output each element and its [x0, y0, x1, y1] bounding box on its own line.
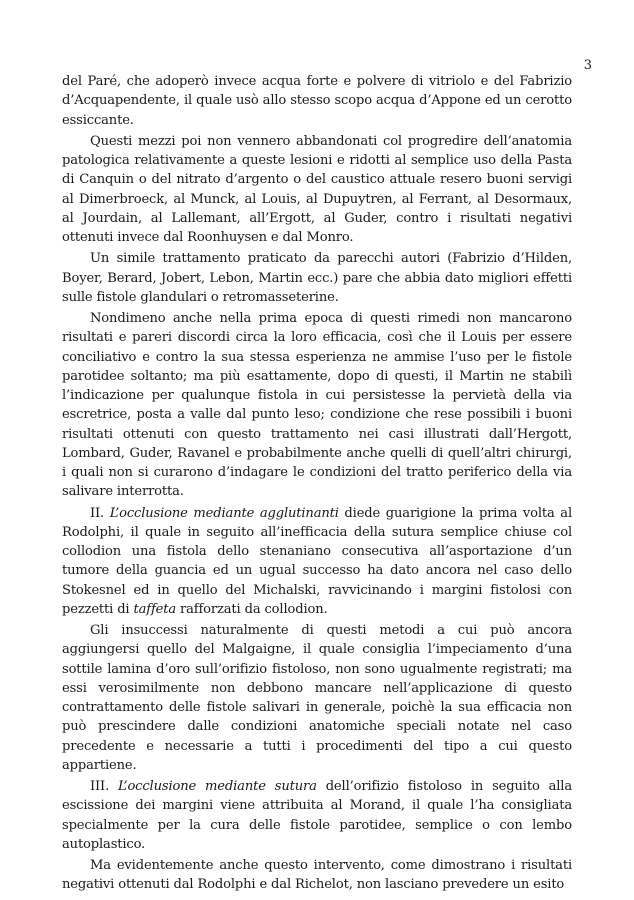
- paragraph: [62, 72, 572, 130]
- italic-text: L’occlusione mediante sutura: [118, 779, 317, 794]
- italic-text: L’occlusione mediante agglutinanti: [109, 505, 339, 521]
- text-run: del Paré, che adoperò invece acqua forte e polvere di vitriolo e del Fabrizio d’Acquapendente, il quale usò allo stesso scopo acqua d’Appone ed un cerotto essiccante.: [62, 74, 572, 128]
- paragraph: [62, 856, 572, 895]
- text-run: Nondimeno anche nella prima epoca di questi rimedi non mancarono risultati e pareri discordi circa la loro efficacia, così che il Louis per essere conciliativo e contro la sua stessa esperienza ne ammise l’uso per le fistole parotidee soltanto; ma più esattamente, dopo di questi, il Martin ne stabilì l’indicazione per qualunque fistola in cui persistesse la pervietà della via escretrice, posta a valle dal punto leso; condizione che rese possibili i buoni risultati ottenuti con questo trattamento nei casi illustrati dall’Hergott, Lombard, Guder, Ravanel e probabilmente anche quelli di quell’altri chirurgi, i quali non si curarono d’indagare le condizioni del tratto periferico della via salivare interrotta.: [62, 311, 572, 500]
- paragraph: [62, 249, 572, 307]
- text-run: diede guarigione la prima volta al Rodolphi, il quale in seguito all’inefficacia della sutura semplice chiuse col collodion una fistola dello stenaniano consecutiva all’asportazione d’un tumore della guancia ed un ugual successo ha dato ancora nel caso dello Stokesnel ed in quello del Michalski, ravvicinando i margini fistolosi con pezzetti di: [62, 505, 572, 617]
- text-run: Questi mezzi poi non vennero abbandonati col progredire dell’anatomia patologica relativamente a queste lesioni e ridotti al semplice uso della Pasta di Canquin o del nitrato d’argento o del caustico attuale resero buoni servigi al Dimerbroeck, al Munck, al Louis, al Dupuytren, al Ferrant, al Desormaux, al Jourdain, al Lallemant, all’Ergott, al Guder, contro i risultati negativi ottenuti invece dal Roonhuysen e dal Monro.: [62, 133, 572, 245]
- text-run: Un simile trattamento praticato da parecchi autori (Fabrizio d’Hilden, Boyer, Berard, Jobert, Lebon, Martin ecc.) pare che abbia dato migliori effetti sulle fistole glandulari o retromasseterine.: [62, 251, 572, 305]
- paragraph: [62, 777, 572, 854]
- paragraph: [62, 132, 572, 248]
- text-run: Ma evidentemente anche questo intervento, come dimostrano i risultati negativi ottenuti dal Rodolphi e dal Richelot, non lasciano prevedere un esito: [62, 858, 572, 893]
- text-run: III.: [90, 779, 119, 794]
- page-number: 3: [583, 58, 592, 73]
- text-run: dell’orifizio fistoloso in seguito alla escissione dei margini viene attribuita al Morand, il quale l’ha consigliata specialmente per la cura delle fistole parotidee, semplice o con lembo autoplastico.: [62, 779, 573, 852]
- italic-text: taffeta: [133, 601, 177, 617]
- text-run: Gli insuccessi naturalmente di questi metodi a cui può ancora aggiungersi quello del Malgaigne, il quale consiglia l’impeciamento d’una sottile lamina d’oro sull’orifizio fistoloso, non sono ugualmente registrati; ma essi verosimilmente non debbono mancare nell’applicazione di questo contrattamento delle fistole salivari in generale, poichè la sua efficacia non può prescindere dalle condizioni anatomiche speciali notate nel caso precedente e necessarie a tutti i procedimenti del tipo a cui questo appartiene.: [62, 623, 572, 773]
- paragraph: [62, 504, 572, 620]
- text-run: II.: [90, 505, 110, 521]
- body-text: [62, 72, 572, 895]
- paragraph: [62, 309, 572, 502]
- paragraph: [62, 621, 572, 775]
- text-run: rafforzati da collodion.: [176, 601, 328, 617]
